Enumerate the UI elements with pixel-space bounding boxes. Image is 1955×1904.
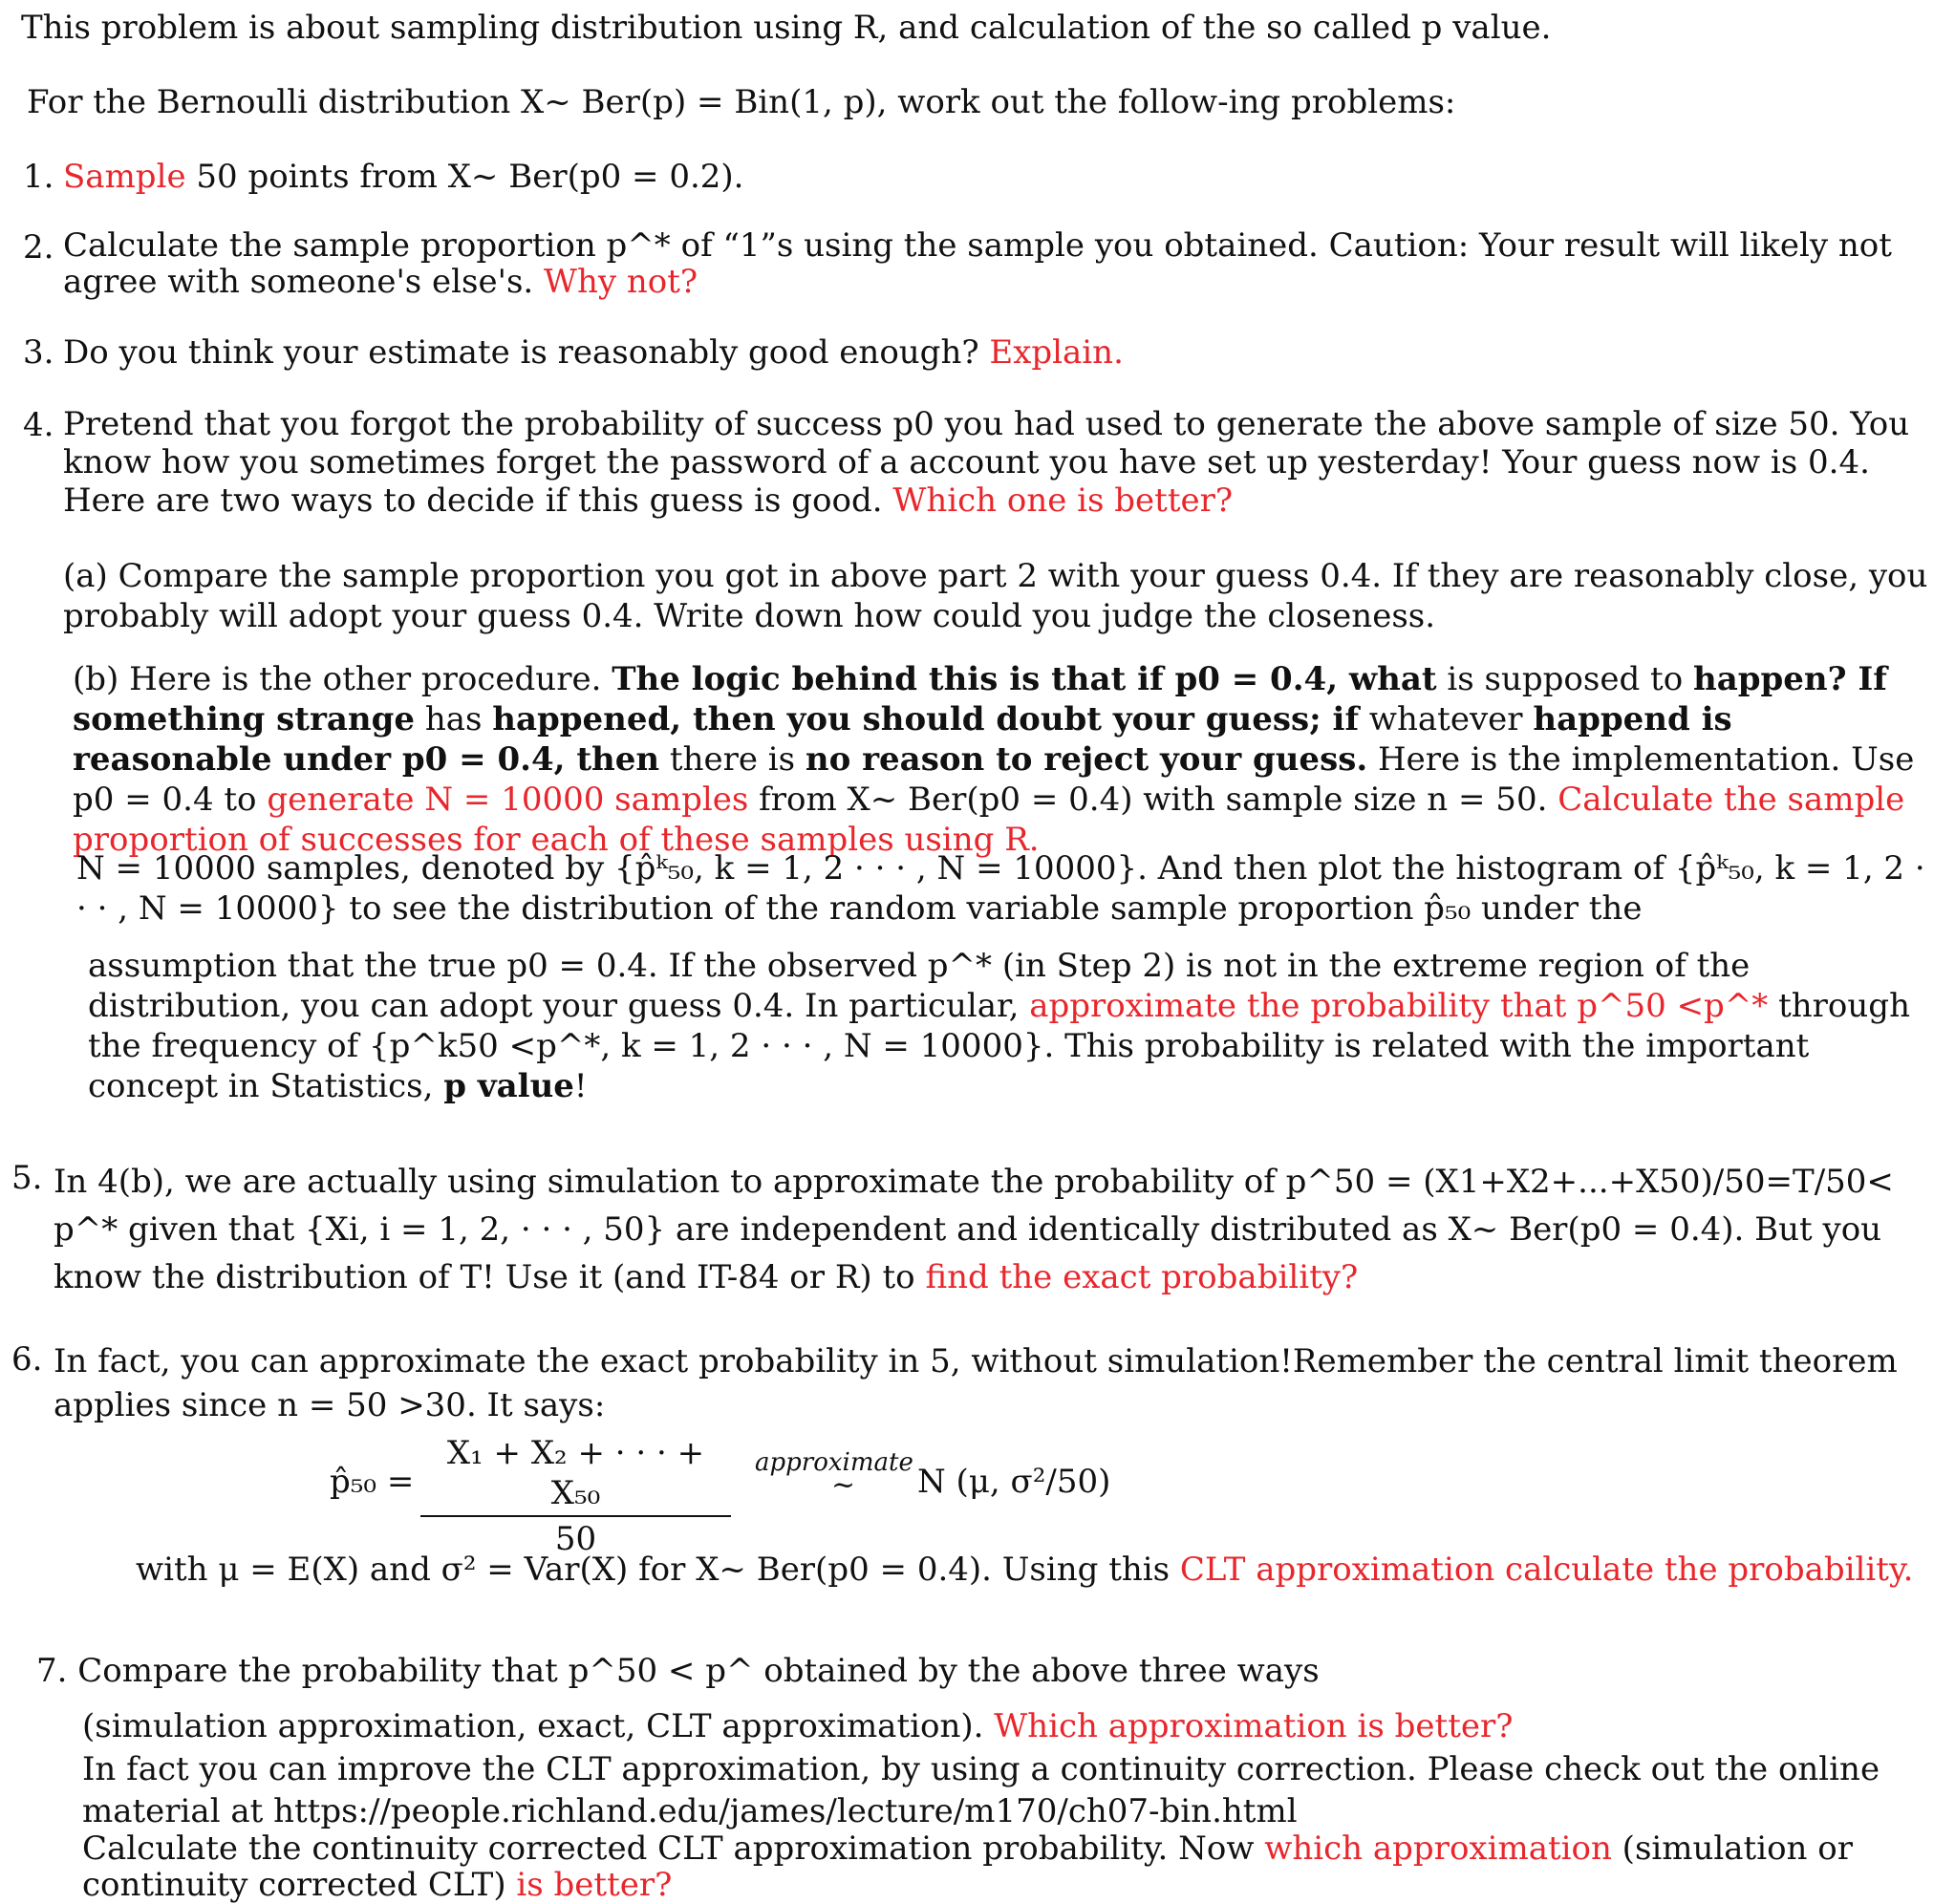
item-4b-b4: happend is reasonable under p0 = 0.4, then bbox=[73, 700, 1732, 779]
formula-numerator: X₁ + X₂ + · · · + X₅₀ bbox=[420, 1433, 731, 1517]
item-4b-r2: Calculate the sample proportion of successes for each of these samples using R. bbox=[73, 781, 1905, 859]
formula-approx-label: approximate bbox=[755, 1448, 913, 1477]
item-2-number: 2. bbox=[23, 228, 54, 267]
item-4b3-t2: through the frequency of {p^k50 <p^*, k = 1, 2 · · · , N = 10000}. This probability is related with the important concept in Statistics, bbox=[88, 987, 1910, 1105]
item-4b3-t1: assumption that the true p0 = 0.4. If the observed p^* (in Step 2) is not in the extreme region of the distribution, you can adopt your guess 0.4. In particular, bbox=[88, 947, 1751, 1025]
item-1-number: 1. bbox=[23, 158, 54, 196]
item-3-red: Explain. bbox=[989, 333, 1124, 372]
item-4b-t1: (b) Here is the other procedure. bbox=[73, 660, 612, 698]
item-4-red: Which one is better? bbox=[892, 481, 1234, 520]
item-4b-r1: generate N = 10000 samples bbox=[267, 781, 749, 819]
item-7d-t1: Calculate the continuity corrected CLT approximation probability. Now bbox=[82, 1829, 1265, 1868]
item-4b-b2: happen? If something strange bbox=[73, 660, 1887, 738]
item-7d-r2: is better? bbox=[516, 1866, 673, 1904]
item-7c: In fact you can improve the CLT approximation, by using a continuity correction. Please check out the online material at https://people.richland.edu/james/lecture/m170/ch07-bin.html bbox=[82, 1750, 1880, 1830]
item-4b-t7: from X~ Ber(p0 = 0.4) with sample size n = 50. bbox=[748, 781, 1558, 819]
item-7: 7. Compare the probability that p^50 < p^ obtained by the above three ways bbox=[36, 1652, 1320, 1690]
item-7d-t2: (simulation or continuity corrected CLT) bbox=[82, 1829, 1853, 1904]
item-4b-t5: there is bbox=[659, 740, 806, 779]
item-4b-t3: has bbox=[415, 700, 493, 738]
item-2-text: Calculate the sample proportion p^* of “1”s using the sample you obtained. Caution: Your result will likely not agree with someone's else's. bbox=[63, 226, 1892, 301]
formula-fraction bbox=[420, 1433, 731, 1559]
item-2-red: Why not? bbox=[544, 263, 698, 301]
item-6b bbox=[136, 1550, 1932, 1590]
item-3-number: 3. bbox=[23, 333, 54, 372]
item-4b3-t3: ! bbox=[573, 1067, 588, 1105]
formula-lhs: p̂₅₀ = bbox=[330, 1463, 415, 1501]
formula-tilde: ~ bbox=[831, 1468, 856, 1502]
formula-denominator: 50 bbox=[554, 1520, 597, 1558]
item-7d bbox=[82, 1830, 1936, 1903]
item-5 bbox=[54, 1158, 1926, 1301]
item-4b-t6: Here is the implementation. Use p0 = 0.4 to bbox=[73, 740, 1915, 819]
item-4b-b5: no reason to reject your guess. bbox=[805, 740, 1368, 779]
item-5-number: 5. bbox=[11, 1159, 43, 1197]
item-4-text: Pretend that you forgot the probability of success p0 you had used to generate the above sample of size 50. You know how you sometimes forget the password of a account you have set up yesterday! Your guess now is 0.4. Here are two ways to decide if this guess is good. bbox=[63, 405, 1910, 520]
item-7b-text: (simulation approximation, exact, CLT approximation). bbox=[82, 1707, 995, 1745]
item-2 bbox=[63, 227, 1907, 300]
item-4b bbox=[73, 659, 1936, 860]
item-6-number: 6. bbox=[11, 1340, 43, 1379]
item-7b bbox=[82, 1706, 1936, 1746]
item-4-number: 4. bbox=[23, 406, 54, 444]
item-4b-b3: happened, then you should doubt your guess; if bbox=[492, 700, 1360, 738]
item-4a: (a) Compare the sample proportion you got in above part 2 with your guess 0.4. If they are reasonably close, you probably will adopt your guess 0.4. Write down how could you judge the closeness. bbox=[63, 557, 1928, 635]
clt-formula bbox=[330, 1433, 1190, 1558]
item-3 bbox=[63, 332, 1926, 373]
item-1-text: 50 points from X~ Ber(p0 = 0.2). bbox=[185, 158, 744, 196]
item-4b-t4: whatever bbox=[1359, 700, 1534, 738]
item-1 bbox=[63, 157, 1926, 197]
item-7b-red: Which approximation is better? bbox=[994, 1707, 1514, 1745]
item-4b-t2: is supposed to bbox=[1436, 660, 1693, 698]
lead-text: For the Bernoulli distribution X~ Ber(p) = Bin(1, p), work out the follow-ing problems: bbox=[27, 83, 1456, 121]
item-3-text: Do you think your estimate is reasonably good enough? bbox=[63, 333, 990, 372]
item-6b-red: CLT approximation calculate the probability. bbox=[1179, 1551, 1914, 1589]
item-4b-assumption bbox=[88, 946, 1942, 1106]
formula-rhs: N (μ, σ²/50) bbox=[917, 1463, 1111, 1501]
item-5-red: find the exact probability? bbox=[925, 1258, 1359, 1296]
item-5-text: In 4(b), we are actually using simulation to approximate the probability of p^50 = (X1+X2+...+X50)/50=T/50< p^* given that {Xi, i = 1, 2, · · · , 50} are independent and identically distributed as X~ Ber(p0 = 0.4). But you know the distribution of T! Use it (and IT-84 or R) to bbox=[54, 1163, 1894, 1296]
item-4b-samples: N = 10000 samples, denoted by {p̂ᵏ₅₀, k = 1, 2 · · · , N = 10000}. And then plot the histogram of {p̂ᵏ₅₀, k = 1, 2 · · · , N = 10000} to see the distribution of the random variable sample proportion p̂₅₀ under the bbox=[76, 849, 1925, 928]
item-1-red: Sample bbox=[63, 158, 186, 196]
item-6: In fact, you can approximate the exact probability in 5, without simulation!Remember the central limit theorem applies since n = 50 >30. It says: bbox=[54, 1342, 1898, 1424]
item-7d-r1: which approximation bbox=[1264, 1829, 1612, 1868]
intro-text: This problem is about sampling distribution using R, and calculation of the so called p value. bbox=[21, 9, 1552, 47]
item-6b-text: with μ = E(X) and σ² = Var(X) for X~ Ber(p0 = 0.4). Using this bbox=[136, 1551, 1180, 1589]
item-4b3-b1: p value bbox=[443, 1067, 574, 1105]
item-4b-b1: The logic behind this is that if p0 = 0.4, what bbox=[612, 660, 1437, 698]
item-4 bbox=[63, 405, 1931, 520]
item-4b3-r1: approximate the probability that p^50 <p^* bbox=[1029, 987, 1769, 1025]
